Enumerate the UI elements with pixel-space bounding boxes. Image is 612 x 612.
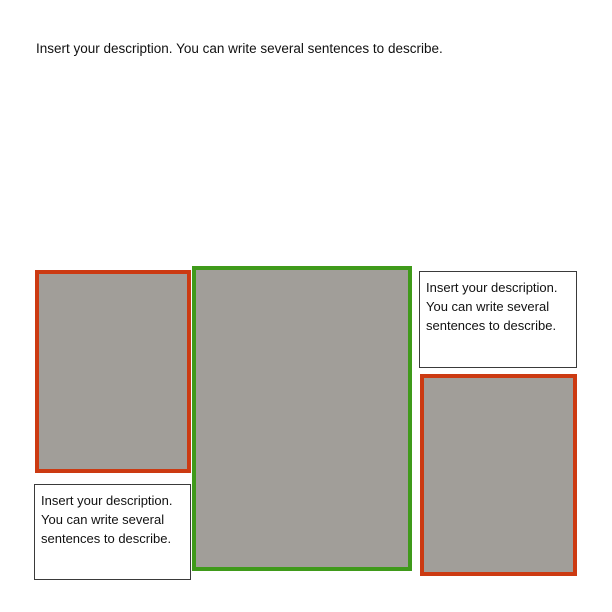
description-line: You can write several [426, 299, 550, 314]
description-line: Insert your description. [41, 493, 173, 508]
description-line: Insert your description. [426, 280, 558, 295]
photo-placeholder-left[interactable] [35, 270, 191, 473]
description-line: sentences to describe. [426, 318, 557, 333]
description-line: You can write several [41, 512, 165, 527]
photo-placeholder-right[interactable] [420, 374, 577, 576]
top-description-text: Insert your description. You can write several sentences to describe. [36, 41, 443, 56]
description-box-right[interactable] [419, 271, 577, 368]
photo-placeholder-center[interactable] [192, 266, 412, 571]
description-line: sentences to describe. [41, 531, 172, 546]
description-box-left[interactable] [34, 484, 191, 580]
